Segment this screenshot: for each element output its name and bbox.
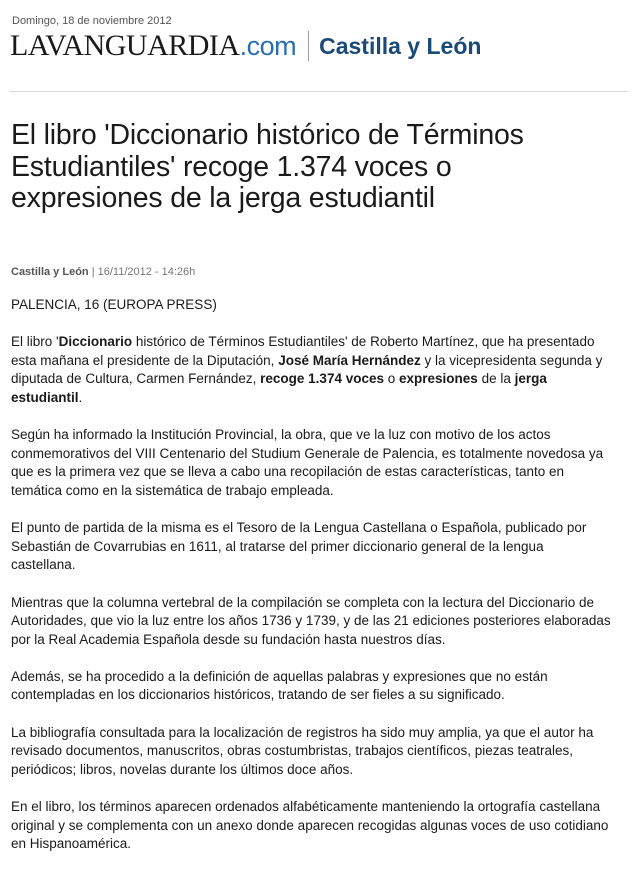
paragraph-6: La bibliografía consultada para la localización de registros ha sido muy amplia, ya que el autor ha revisado documentos, manuscritos, obras costumbristas, trabajos científicos, piezas teatrales, periódicos; libros, novelas durante los últimos doce años. — [11, 724, 594, 777]
paragraph-5: Además, se ha procedido a la definición de aquellas palabras y expresiones que no están contempladas en los diccionarios históricos, tratando de ser fieles a su significado. — [11, 668, 548, 703]
paragraph-2: Según ha informado la Institución Provincial, la obra, que ve la luz con motivo de los actos conmemorativos del VIII Centenario del Studium Generale de Palencia, es totalmente novedosa ya que es la primera vez que se lleva a cabo una recopilación de estas características, tanto en temática como en la sistemática de trabajo empleada. — [11, 427, 604, 498]
p1-text-c: histórico de Términos Estudiantiles' de Roberto Martínez, que ha presentado esta mañana el presidente de la Diputación, — [11, 334, 595, 368]
p1-text-i: de la — [477, 371, 515, 387]
byline-section[interactable]: Castilla y León — [11, 266, 89, 278]
paragraph-3: El punto de partida de la misma es el Tesoro de la Lengua Castellana o Española, publicado por Sebastián de Covarrubias en 1611, al tratarse del primer diccionario general de la lengua castellana. — [11, 520, 587, 573]
p1-text-k: . — [78, 389, 83, 405]
p1-text-g: o — [384, 371, 400, 387]
p1-text-a: El libro ' — [11, 334, 59, 350]
p1-bold-name: José María Hernández — [278, 352, 421, 368]
header-divider — [10, 91, 628, 92]
p1-bold-diccionario: Diccionario — [58, 334, 133, 350]
dateline: PALENCIA, 16 (EUROPA PRESS) — [11, 297, 217, 312]
byline-date: 16/11/2012 - 14:26h — [97, 266, 196, 278]
paragraph-4: Mientras que la columna vertebral de la compilación se completa con la lectura del Diccionario de Autoridades, que vio la luz entre los años 1736 y 1739, y de las 21 ediciones posteriores elaboradas por la Real Academia Española desde su fundación hasta nuestros días. — [11, 594, 611, 647]
edition-date: Domingo, 18 de noviembre 2012 — [12, 15, 172, 27]
article-headline: El libro 'Diccionario histórico de Términos Estudiantiles' recoge 1.374 voces o expresiones de la jerga estudiantil — [11, 119, 524, 214]
paragraph-1 — [11, 333, 611, 407]
p1-bold-expresiones: expresiones — [399, 371, 478, 387]
p1-text-e: y la vicepresidenta segunda y diputada de Cultura, Carmen Fernández, — [11, 352, 603, 387]
site-logo[interactable] — [10, 28, 296, 64]
p1-bold-voces: recoge 1.374 voces — [260, 371, 384, 387]
section-title[interactable]: Castilla y León — [319, 33, 482, 59]
masthead-divider — [308, 31, 309, 61]
logo-main: LAVANGUARDIA — [10, 29, 240, 62]
logo-suffix: .com — [239, 31, 297, 61]
masthead — [10, 28, 481, 64]
article-body — [11, 296, 611, 872]
article-byline — [11, 266, 195, 278]
byline-separator: | — [88, 266, 98, 278]
paragraph-7: En el libro, los términos aparecen ordenados alfabéticamente manteniendo la ortografía castellana original y se complementa con un anexo donde aparecen recogidas algunas voces de uso cotidiano en Hispanoamérica. — [11, 799, 609, 852]
p1-bold-jerga: jerga estudiantil — [11, 371, 547, 405]
